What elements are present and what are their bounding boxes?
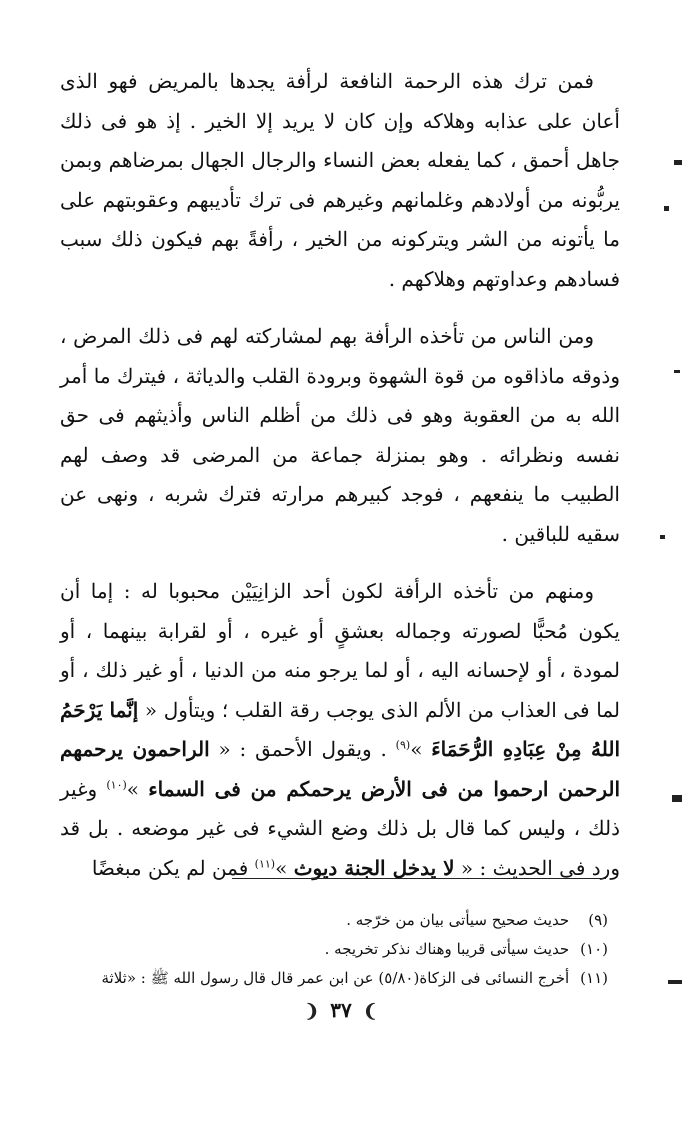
text-run: ومن الناس من تأخذه الرأفة بهم لمشاركته لهم فى ذلك المرض ، وذوقه ماذاقوه من قوة الشهوة وبرودة القلب والدياثة ، فيترك ما أمر الله به من العقوبة وهو فى ذلك من أظلم الناس وأذيثهم فى حق نفسه ونظرائه . وهو بمنزلة جماعة من المرضى قد وصف لهم الطبيب ما ينفعهم ، فوجد كبيرهم مرارته فترك شربه ، ونهى عن سقيه للباقين . [60,324,620,546]
scan-edge-mark [672,795,682,802]
footnote-text: حديث سيأتى قريبا وهناك نذكر تخريجه . [324,940,570,958]
footnote-ref: (١١) [254,856,276,870]
scan-edge-mark [674,370,680,373]
text-run: . ويقول الأحمق : « [209,737,396,761]
footnotes [40,906,608,993]
ornament-right-icon: ❩ [362,1001,378,1022]
text-run: فمن ترك هذه الرحمة النافعة لرأفة يجدها بالمريض فهو الذى أعان على عذابه وهلاكه وإن كان لا يريد إلا الخير . إذ هو فى ذلك جاهل أحمق ، كما يفعله بعض النساء والرجال الجهال بمرضاهم وبمن يربُّونه من أولادهم وغلمانهم وغيرهم فى ترك تأديبهم وعقوبتهم على ما يأتونه من الشر ويتركونه من الخير ، رأفةً بهم فيكون ذلك سبب فسادهم وعداوتهم وهلاكهم . [60,69,620,291]
footnote-11 [40,964,608,993]
footnote-text: حديث صحيح سيأتى بيان من خرّجه . [346,911,570,929]
footnote-number: (١٠) [580,940,608,958]
ornament-left-icon: ❨ [304,1001,320,1022]
footnote-9 [40,906,608,935]
scan-edge-mark [668,980,682,984]
quoted-hadith: لا يدخل الجنة ديوث [293,855,455,880]
text-run: فمن لم يكن مبغضًا [91,855,255,880]
quoted-hadith: الراحمون يرحمهم الرحمن ارحموا من فى الأرض يرحمكم من فى السماء [60,737,621,801]
text-run: ومنهم من تأخذه الرأفة لكون أحد الزانِيَيْن محبوبا له : إما أن يكون مُحبًّا لصورته وجماله بعشقٍ أو غيره ، أو لقرابة بينهما ، أو لمودة ، أو لإحسانه اليه ، أو لما يرجو منه من الدنيا ، أو غير ذلك ، أو لما فى العذاب من الألم الذى يوجب رقة القلب ؛ ويتأول « [60,579,620,722]
paragraph [60,62,620,299]
page-number: ٣٧ [330,998,352,1022]
footnote-ref: (٩) [395,738,411,752]
scan-edge-mark [660,535,665,539]
text-run: وغير ذلك ، وليس كما قال بل ذلك وضع الشيء فى غير موضعه . بل قد ورد فى الحديث : « [60,776,620,880]
footnote-number: (٩) [588,911,608,929]
paragraph [60,572,620,888]
footnote-10 [40,935,608,964]
quoted-hadith: إنَّما يَرْحَمُ اللهُ مِنْ عِبَادِهِ الرُّحَمَاءَ [60,697,620,761]
footnote-text: أخرج النسائى فى الزكاة(٥/٨٠) عن ابن عمر قال قال رسول الله ﷺ : «ثلاثة [101,969,570,987]
text-run: » [126,776,149,801]
scan-edge-mark [664,206,669,211]
footnote-ref: (١٠) [106,777,127,791]
footnote-number: (١١) [580,969,608,987]
paragraph [60,317,620,554]
page-number-block [0,998,682,1022]
text-run: » [275,855,294,880]
footnote-separator [232,878,606,879]
main-text [60,62,620,906]
text-run: » [410,737,432,761]
scan-edge-mark [674,160,682,165]
